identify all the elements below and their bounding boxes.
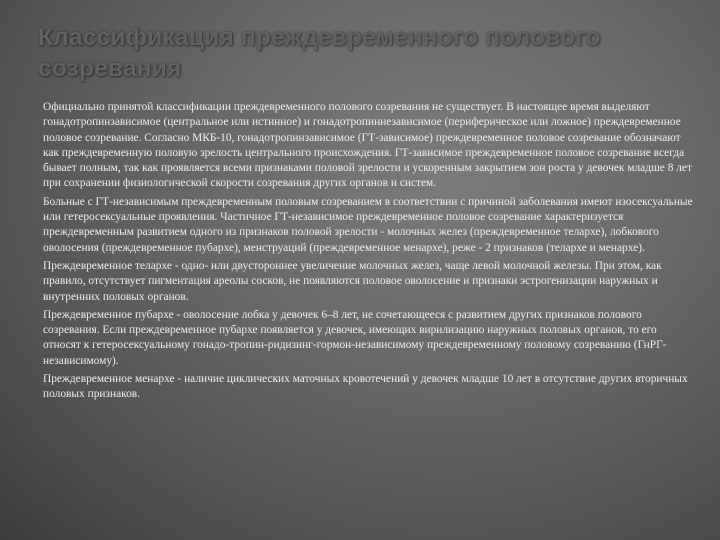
paragraph-premature-menarche: Преждевременное менархе - наличие циклических маточных кровотечений у девочек младше 10 лет в отсутствие других вторичных половых признаков. [43,373,688,401]
paragraph-premature-thelarche: Преждевременное телархе - одно- или двустороннее увеличение молочных желез, чаще левой молочной железы. При этом, как правило, отсутствует пигментация ареолы сосков, не появляются половое оволосение и признаки эстрогенизации наружных и внутренних половых органов. [43,259,662,303]
paragraph-gt-independent: Больные с ГТ-независимым преждевременным половым созреванием в соответствии с причиной заболевания имеют изосексуальные или гетеросексуальные проявления. Частичное ГТ-независимое преждевременное половое созревание характеризуется преждевременным развитием одного из признаков половой зрелости - молочных желез (преждевременное телархе), лобкового оволосения (преждевременное пубархе), менструаций (преждевременное менархе), реже - 2 признаков (телархе и менархе). [43,195,693,254]
paragraph-classification-overview: Официально принятой классификации преждевременного полового созревания не существует. В настоящее время выделяют гонадотропинзависимое (центральное или истинное) и гонадотропиннезависимое (периферическое или ложное) преждевременное половое созревание. Согласно МКБ-10, гонадотропинзависимое (ГТ-зависимое) преждевременное половое созревание обозначают как преждевременную половую зрелость центрального происхождения. ГТ-зависимое преждевременное половое созревание всегда бывает полным, так как проявляется всеми признаками половой зрелости и ускоренным закрытием зон роста у девочек младше 8 лет при сохранении физиологической скорости созревания других органов и систем. [43,101,692,190]
slide-title: Классификация преждевременного полового созревания [38,24,601,82]
paragraph-premature-pubarche: Преждевременное пубархе - оволосение лобка у девочек 6–8 лет, не сочетающееся с развитием других признаков полового созревания. Если преждевременное пубархе появляется у девочек, имеющих вирилизацию наружных половых органов, то его относят к гетеросексуальному гонадо-тропин-ридизинг-гормон-независимому преждевременному половому созреванию (ГнРГ-независимому). [43,308,667,367]
slide-body [43,100,695,406]
